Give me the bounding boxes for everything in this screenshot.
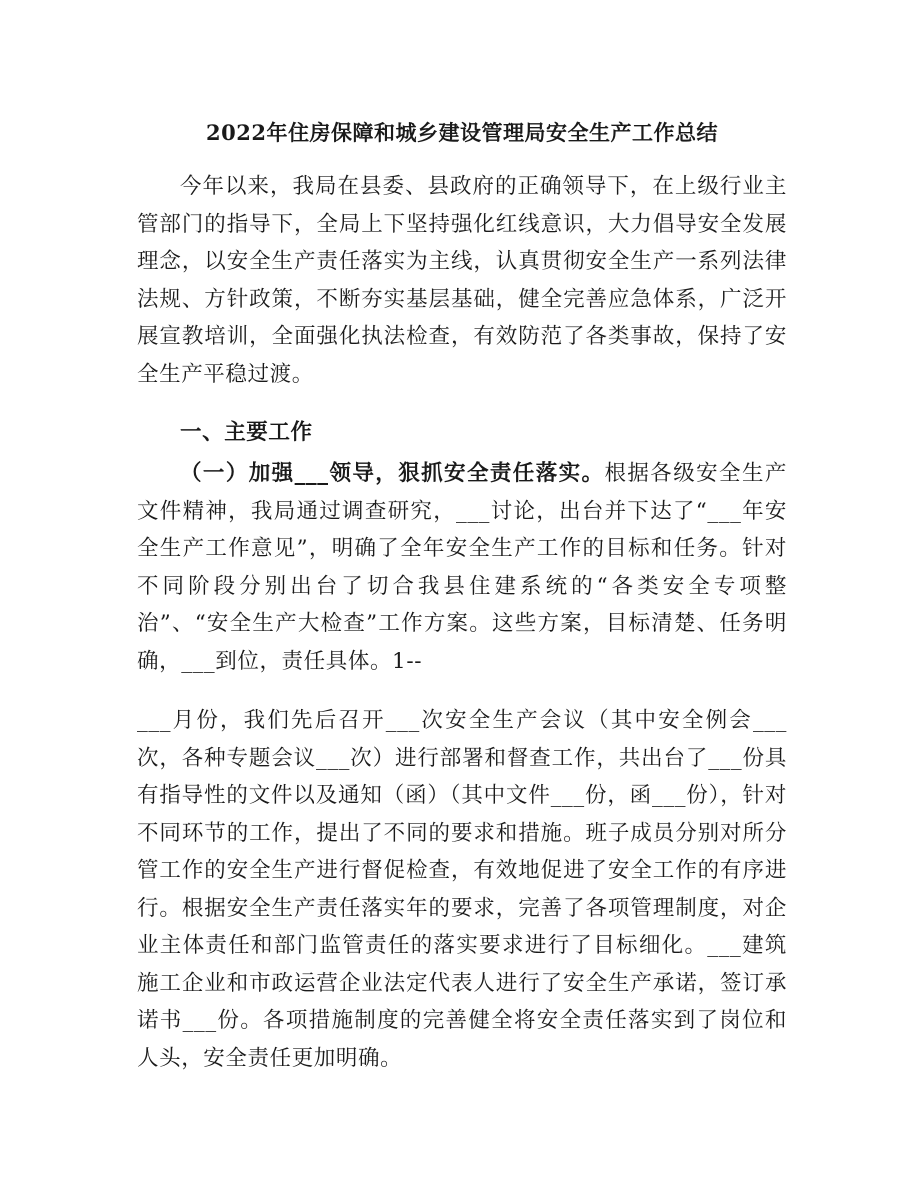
paragraph-leadership-lead: （一）加强___领导，狠抓安全责任落实。: [180, 461, 605, 486]
paragraph-meetings: ___月份，我们先后召开___次安全生产会议（其中安全例会___次，各种专题会议___次）进行部署和督查工作，共出台了___份具有指导性的文件以及通知（函）（其中文件___份，函___份），针对不同环节的工作，提出了不同的要求和措施。班子成员分别对所分管工作的安全生产进行督促检查，有效地促进了安全工作的有序进行。根据安全生产责任落实年的要求，完善了各项管理制度，对企业主体责任和部门监管责任的落实要求进行了目标细化。___建筑施工企业和市政运营企业法定代表人进行了安全生产承诺，签订承诺书___份。各项措施制度的完善健全将安全责任落实到了岗位和人头，安全责任更加明确。: [137, 708, 787, 1071]
paragraph-leadership-body: 根据各级安全生产文件精神，我局通过调查研究，___讨论，出台并下达了“___年安全生产工作意见”，明确了全年安全生产工作的目标和任务。针对不同阶段分别出台了切合我县住建系统的“各类安全专项整治”、“安全生产大检查”工作方案。这些方案，目标清楚、任务明确，___到位，责任具体。1--: [137, 461, 787, 674]
paragraph-leadership: [137, 455, 787, 680]
section-heading-main-work: 一、主要工作: [180, 420, 313, 445]
document-title: 2022年住房保障和城乡建设管理局安全生产工作总结: [206, 120, 718, 145]
paragraph-intro: 今年以来，我局在县委、县政府的正确领导下，在上级行业主管部门的指导下，全局上下坚持强化红线意识，大力倡导安全发展理念，以安全生产责任落实为主线，认真贯彻安全生产一系列法律法规、方针政策，不断夯实基层基础，健全完善应急体系，广泛开展宣教培训，全面强化执法检查，有效防范了各类事故，保持了安全生产平稳过渡。: [137, 174, 787, 387]
